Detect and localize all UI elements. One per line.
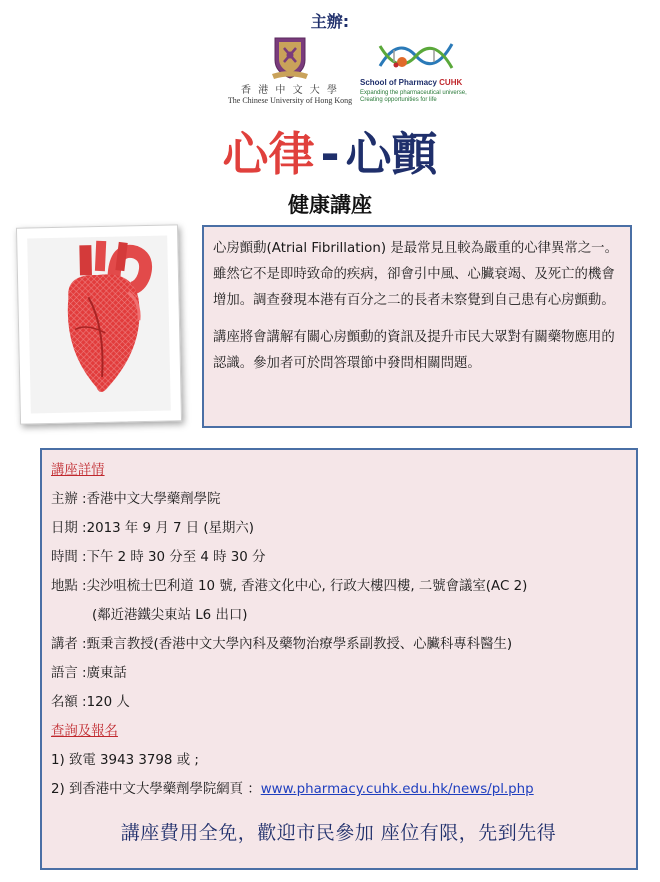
enquiry-heading: 查詢及報名 [51, 724, 118, 739]
pharmacy-tagline-line1: Expanding the pharmaceutical universe, [360, 90, 467, 96]
cuhk-crest-icon [272, 34, 308, 80]
page-subtitle: 健康講座 [288, 193, 372, 217]
time-value: 下午 2 時 30 分至 4 時 30 分 [86, 550, 266, 565]
cuhk-name-zh: 香 港 中 文 大 學 [241, 85, 339, 96]
pharmacy-name-cuhk: CUHK [439, 78, 463, 87]
pharmacy-name [360, 78, 462, 87]
date-label: 日期 : [51, 521, 87, 536]
details-heading: 講座詳情 [51, 463, 105, 478]
detail-date [51, 514, 626, 543]
title-part1: 心律 [222, 127, 315, 181]
enquiry-phone: 1) 致電 3943 3798 或 ; [51, 753, 199, 768]
date-value: 2013 年 9 月 7 日 (星期六) [86, 521, 255, 536]
closing-message: 講座費用全免，歡迎市民參加 座位有限，先到先得 [120, 822, 557, 844]
intro-box [202, 225, 632, 428]
organizer-label: 主辦: [310, 12, 350, 31]
language-label: 語言 : [51, 666, 87, 681]
heart-icon [27, 236, 171, 414]
intro-paragraph-1: 心房顫動(Atrial Fibrillation) 是最常見且較為嚴重的心律異常之一。 雖然它不是即時致命的疾病，卻會引中風、心臟衰竭、及死亡的機會增加。調查發現本港有百分之二的長者未察覺到自己患有心房顫動。 [213, 241, 618, 308]
heart-photo-inner [27, 236, 171, 414]
heart-photo [16, 224, 182, 424]
organizer-value: 香港中文大學藥劑學院 [86, 492, 221, 507]
detail-speaker [51, 630, 626, 659]
pharmacy-tagline [360, 90, 467, 104]
cuhk-name-en: The Chinese University of Hong Kong [227, 96, 353, 105]
detail-organizer [51, 485, 626, 514]
detail-quota [51, 688, 626, 717]
venue-label: 地點 : [51, 579, 87, 594]
venue-note: (鄰近港鐵尖東站 L6 出口) [92, 608, 248, 623]
detail-venue [51, 572, 626, 601]
cuhk-logo [222, 34, 358, 114]
intro-paragraph-2: 講座將會講解有關心房顫動的資訊及提升市民大眾對有關藥物應用的認識。參加者可於問答環節中發問相關問題。 [213, 330, 615, 371]
details-box [40, 448, 638, 870]
title-part2: 心顫 [345, 127, 438, 181]
detail-language [51, 659, 626, 688]
dna-helix-icon [376, 36, 456, 76]
detail-time [51, 543, 626, 572]
time-label: 時間 : [51, 550, 87, 565]
speaker-label: 講者 : [51, 637, 87, 652]
venue-value: 尖沙咀梳士巴利道 10 號, 香港文化中心, 行政大樓四樓, 二號會議室(AC 2) [86, 579, 528, 594]
title-separator: - [320, 127, 340, 181]
organizer-field-label: 主辦 : [51, 492, 87, 507]
quota-label: 名額 : [51, 695, 87, 710]
registration-link[interactable]: www.pharmacy.cuhk.edu.hk/news/pl.php [260, 782, 534, 797]
pharmacy-logo [358, 36, 476, 116]
enquiry-web [51, 775, 626, 804]
language-value: 廣東話 [86, 666, 127, 681]
page-title [0, 124, 660, 184]
quota-value: 120 人 [86, 695, 130, 710]
pharmacy-name-text: School of Pharmacy [360, 78, 437, 87]
enquiry-web-prefix: 2) 到香港中文大學藥劑學院網頁 ： [51, 782, 261, 797]
speaker-value: 甄秉言教授(香港中文大學內科及藥物治療學系副教授、心臟科專科醫生) [86, 637, 513, 652]
pharmacy-tagline-line2: Creating opportunities for life [360, 97, 437, 103]
